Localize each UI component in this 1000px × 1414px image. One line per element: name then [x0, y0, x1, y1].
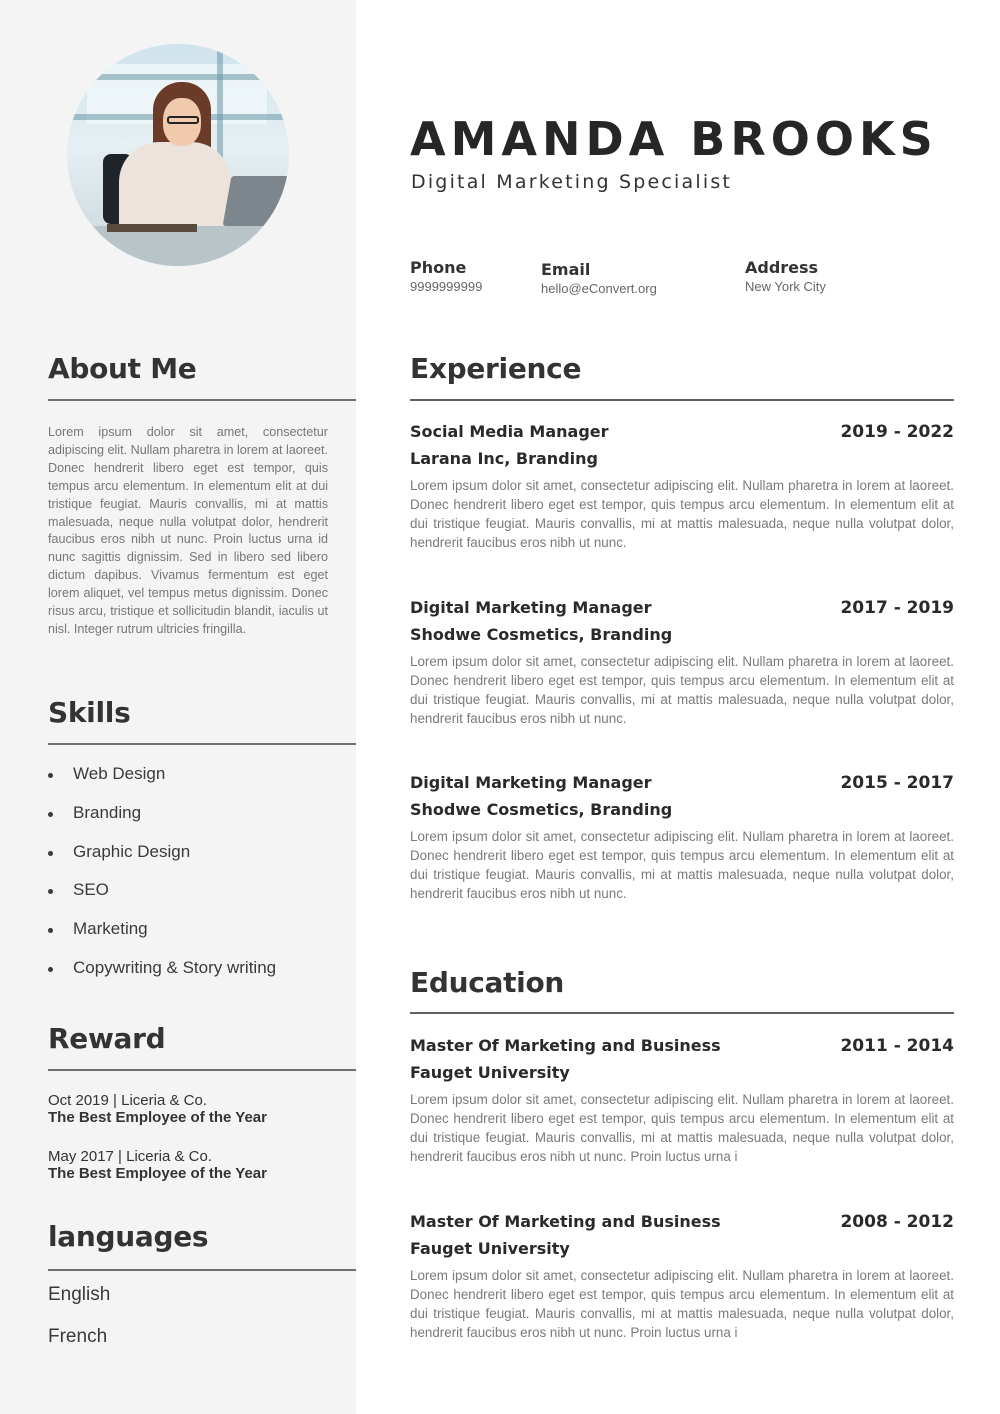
- skill-item: SEO: [48, 880, 276, 919]
- skill-item: Web Design: [48, 764, 276, 803]
- contact-phone: [410, 258, 482, 296]
- experience-entry: [410, 773, 954, 903]
- job-org: Shodwe Cosmetics, Branding: [410, 625, 673, 644]
- contact-value: New York City: [745, 279, 826, 294]
- skill-item: Branding: [48, 803, 276, 842]
- job-years: 2019 - 2022: [840, 422, 954, 442]
- degree-description: Lorem ipsum dolor sit amet, consectetur adipiscing elit. Nullam pharetra in lorem at laoreet. Donec hendrerit libero eget est tempor, quis tempus arcu elementum. In elementum elit at dui tristique feugiat. Mauris convallis, mi at mattis malesuada, neque nulla volutpat dolor, hendrerit faucibus eros nibh ut nunc. Proin luctus urna i: [410, 1268, 954, 1340]
- degree-title: Master Of Marketing and Business: [410, 1212, 721, 1231]
- contact-label: Email: [541, 260, 591, 279]
- job-org: Shodwe Cosmetics, Branding: [410, 800, 673, 819]
- degree-years: 2008 - 2012: [840, 1212, 954, 1232]
- job-org: Larana Inc, Branding: [410, 449, 598, 468]
- job-description: Lorem ipsum dolor sit amet, consectetur adipiscing elit. Nullam pharetra in lorem at laoreet. Donec hendrerit libero eget est tempor, quis tempus arcu elementum. In elementum elit at dui tristique feugiat. Mauris convallis, mi at mattis malesuada, neque nulla volutpat dolor, hendrerit faucibus eros nibh ut nunc.: [410, 829, 954, 901]
- languages-heading: languages: [48, 1220, 209, 1253]
- reward-date: Oct 2019 | Liceria & Co.: [48, 1092, 207, 1109]
- reward-date: May 2017 | Liceria & Co.: [48, 1148, 212, 1165]
- about-me-text: Lorem ipsum dolor sit amet, consectetur adipiscing elit. Nullam pharetra in lorem at laoreet. Donec hendrerit libero eget est tempor, quis tempus arcu elementum. In elementum elit at dui tristique feugiat. Mauris convallis, mi at mattis malesuada, neque nulla volutpat dolor, hendrerit faucibus eros nibh ut nunc. Proin luctus urna id nunc sagittis dignissim. Sed in libero sed libero dictum dapibus. Vivamus fermentum est eget lorem aliquet, vel tempus metus dignissim. Donec risus arcu, tristique et sollicitudin blandit, iaculis ut nisl. Integer rutrum ultricies fringilla.: [48, 425, 328, 636]
- bullet-icon: [48, 928, 53, 933]
- degree-description: Lorem ipsum dolor sit amet, consectetur adipiscing elit. Nullam pharetra in lorem at laoreet. Donec hendrerit libero eget est tempor, quis tempus arcu elementum. In elementum elit at dui tristique feugiat. Mauris convallis, mi at mattis malesuada, neque nulla volutpat dolor, hendrerit faucibus eros nibh ut nunc. Proin luctus urna i: [410, 1092, 954, 1164]
- bullet-icon: [48, 851, 53, 856]
- about-me-divider: [48, 399, 356, 401]
- language-item: English: [48, 1284, 111, 1305]
- degree-title: Master Of Marketing and Business: [410, 1036, 721, 1055]
- reward-item: [48, 1092, 267, 1126]
- skill-item: Copywriting & Story writing: [48, 958, 276, 997]
- contact-email: [541, 260, 657, 298]
- education-divider: [410, 1012, 954, 1014]
- education-heading: Education: [410, 966, 565, 999]
- bullet-icon: [48, 773, 53, 778]
- contact-address: [745, 258, 826, 296]
- bullet-icon: [48, 967, 53, 972]
- job-description: Lorem ipsum dolor sit amet, consectetur adipiscing elit. Nullam pharetra in lorem at laoreet. Donec hendrerit libero eget est tempor, quis tempus arcu elementum. In elementum elit at dui tristique feugiat. Mauris convallis, mi at mattis malesuada, neque nulla volutpat dolor, hendrerit faucibus eros nibh ut nunc.: [410, 654, 954, 726]
- degree-years: 2011 - 2014: [840, 1036, 954, 1056]
- job-title: Digital Marketing Manager: [410, 773, 652, 792]
- degree-school: Fauget University: [410, 1063, 570, 1082]
- contact-value: 9999999999: [410, 279, 483, 294]
- job-years: 2015 - 2017: [840, 773, 954, 793]
- job-description: Lorem ipsum dolor sit amet, consectetur adipiscing elit. Nullam pharetra in lorem at laoreet. Donec hendrerit libero eget est tempor, quis tempus arcu elementum. In elementum elit at dui tristique feugiat. Mauris convallis, mi at mattis malesuada, neque nulla volutpat dolor, hendrerit faucibus eros nibh ut nunc.: [410, 478, 954, 550]
- contact-label: Address: [745, 258, 819, 277]
- job-title: Digital Marketing Manager: [410, 598, 652, 617]
- skill-item: Graphic Design: [48, 842, 276, 881]
- bullet-icon: [48, 889, 53, 894]
- reward-title: The Best Employee of the Year: [48, 1109, 267, 1126]
- experience-heading: Experience: [410, 352, 582, 385]
- bullet-icon: [48, 812, 53, 817]
- profile-photo: [67, 44, 289, 266]
- skills-heading: Skills: [48, 696, 131, 729]
- job-years: 2017 - 2019: [840, 598, 954, 618]
- experience-divider: [410, 399, 954, 401]
- languages-divider: [48, 1269, 356, 1271]
- language-item: French: [48, 1326, 108, 1347]
- contact-label: Phone: [410, 258, 467, 277]
- candidate-name: AMANDA BROOKS: [410, 112, 938, 166]
- degree-school: Fauget University: [410, 1239, 570, 1258]
- experience-entry: [410, 598, 954, 728]
- experience-entry: [410, 422, 954, 552]
- skills-list: [48, 764, 276, 997]
- job-title: Social Media Manager: [410, 422, 609, 441]
- reward-title: The Best Employee of the Year: [48, 1165, 267, 1182]
- candidate-role: Digital Marketing Specialist: [411, 171, 733, 193]
- education-entry: [410, 1036, 954, 1166]
- education-entry: [410, 1212, 954, 1342]
- reward-heading: Reward: [48, 1022, 166, 1055]
- skills-divider: [48, 743, 356, 745]
- skill-item: Marketing: [48, 919, 276, 958]
- reward-divider: [48, 1069, 356, 1071]
- contact-value[interactable]: hello@eConvert.org: [541, 281, 657, 296]
- reward-item: [48, 1148, 267, 1182]
- about-me-heading: About Me: [48, 352, 197, 385]
